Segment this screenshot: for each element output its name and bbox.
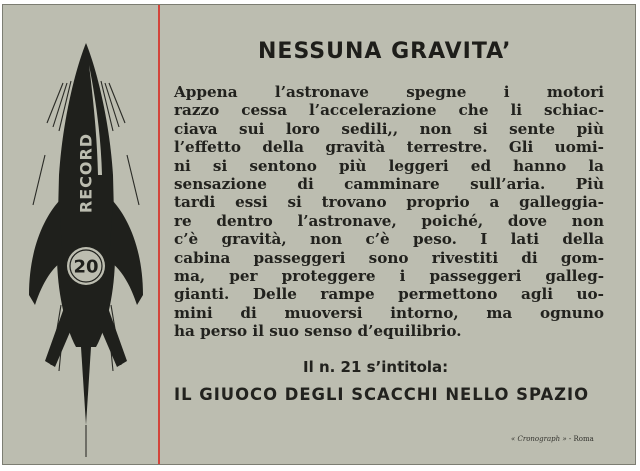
card-body-text — [174, 83, 604, 341]
rocket-label-record: RECORD — [76, 132, 96, 214]
card-title: NESSUNA GRAVITA’ — [258, 39, 512, 64]
body-line: ha perso il suo senso d’equilibrio. — [174, 322, 462, 341]
body-line: cabina passeggeri sono rivestiti di gom- — [174, 248, 604, 267]
body-line: re dentro l’astronave, poiché, dove non — [174, 211, 604, 230]
body-line: ni si sentono più leggeri ed hanno la — [174, 156, 604, 175]
body-line: ciava sui loro sedili,, non si sente più — [174, 119, 604, 138]
body-line: gianti. Delle rampe permettono agli uo- — [174, 285, 604, 304]
rocket-illustration — [3, 5, 158, 465]
printer-city: - Roma — [568, 435, 594, 443]
next-card-title: IL GIUOCO DEGLI SCACCHI NELLO SPAZIO — [174, 385, 590, 404]
body-line: c’è gravità, non c’è peso. I lati della — [174, 230, 604, 249]
rocket-fin-left — [29, 201, 63, 305]
red-divider-rule — [158, 5, 160, 464]
printer-credit — [511, 435, 594, 443]
body-line: l’effetto della gravità terrestre. Gli uomi- — [174, 138, 604, 157]
card-number: 20 — [73, 256, 99, 278]
body-line: tardi essi si trovano proprio a galleggia- — [174, 193, 604, 212]
body-line: mini di muoversi intorno, ma ognuno — [174, 303, 604, 322]
printer-name: « Cronograph » — [511, 435, 567, 443]
rocket-fin-right — [109, 201, 143, 305]
body-line: ma, per proteggere i passeggeri galleg- — [174, 267, 604, 286]
rocket-exhaust — [81, 347, 91, 425]
trading-card — [2, 4, 636, 465]
body-line: sensazione di camminare sull’aria. Più — [174, 175, 604, 194]
body-line: Appena l’astronave spegne i motori — [174, 83, 604, 101]
body-line: razzo cessa l’accelerazione che li schiac- — [174, 101, 604, 120]
next-card-intro: Il n. 21 s’intitola: — [303, 358, 449, 376]
